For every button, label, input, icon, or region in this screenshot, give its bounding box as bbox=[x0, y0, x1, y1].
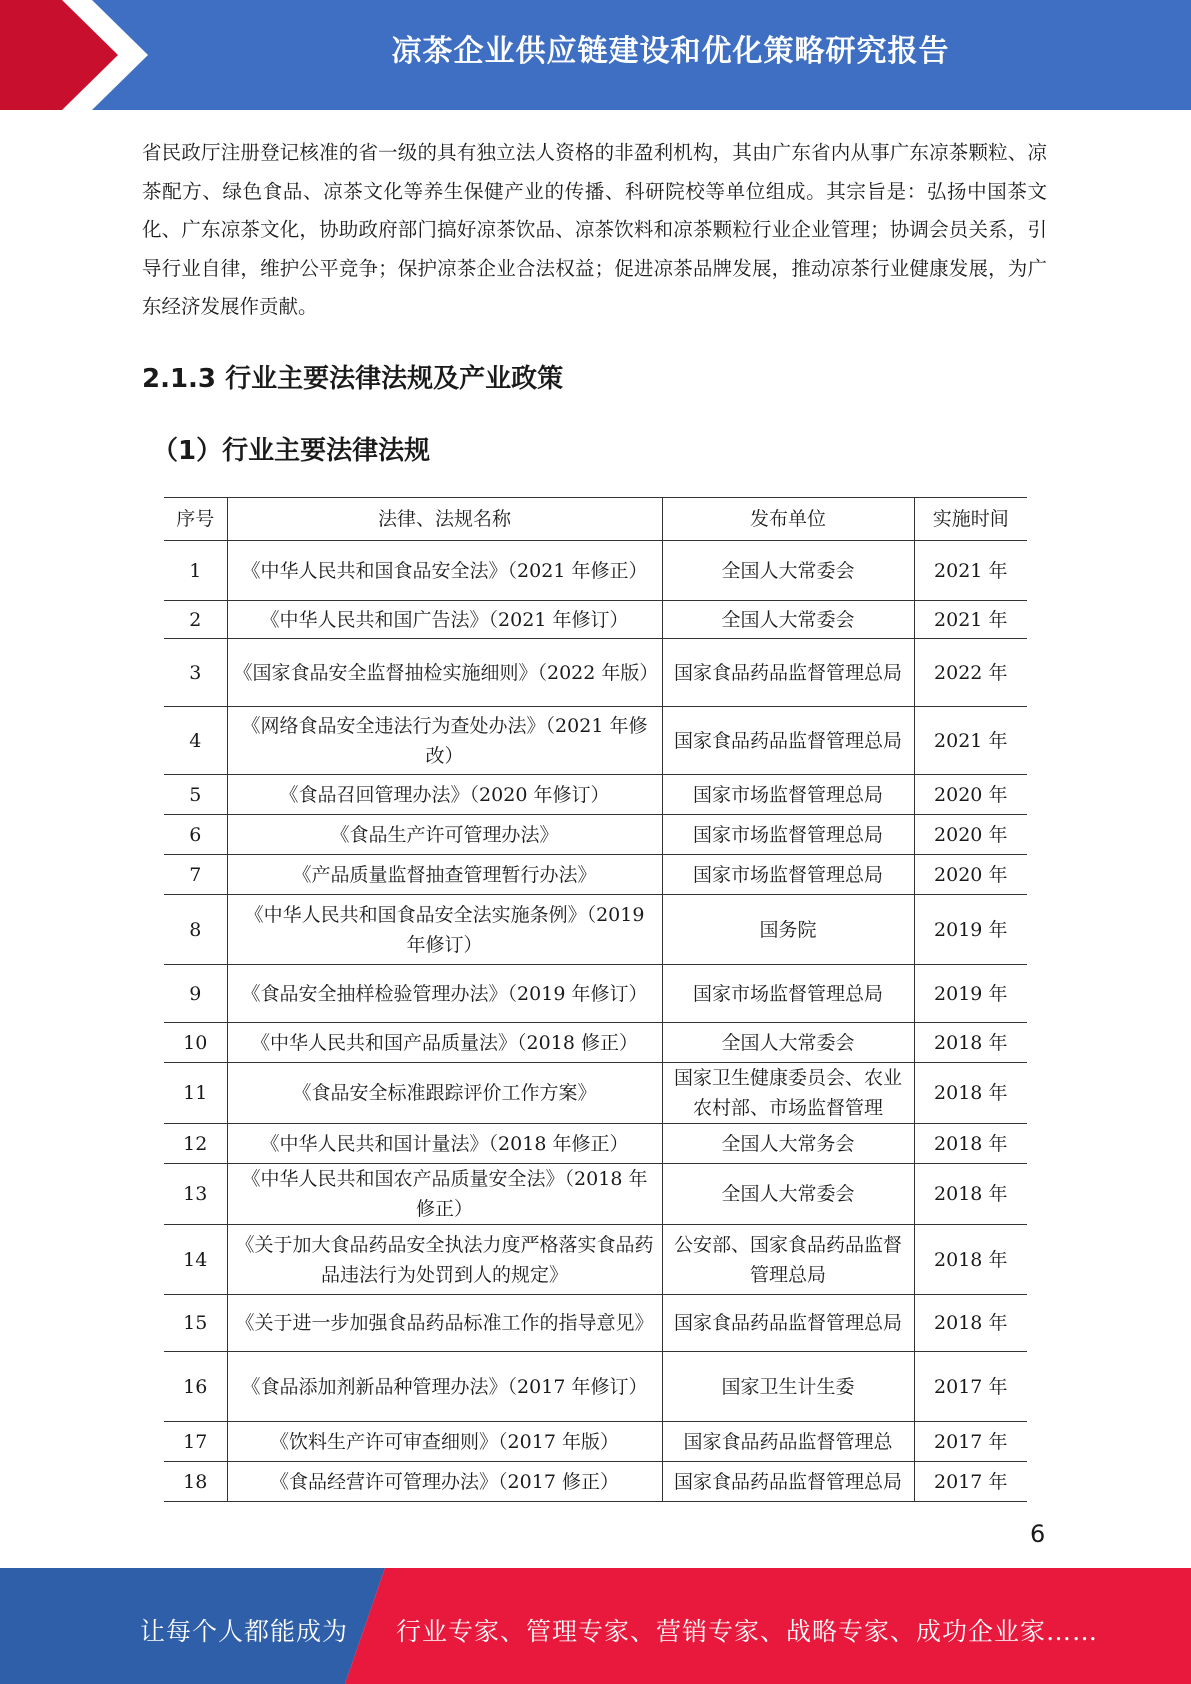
table-row bbox=[164, 1023, 1027, 1063]
publisher-cell: 全国人大常委会 bbox=[662, 601, 914, 639]
publisher-cell: 国家市场监督管理总局 bbox=[662, 775, 914, 815]
table-row bbox=[164, 707, 1027, 775]
table-row bbox=[164, 1124, 1027, 1164]
header-cell-date: 实施时间 bbox=[914, 498, 1027, 541]
publisher-cell: 全国人大常委会 bbox=[662, 1023, 914, 1063]
effective-date-cell: 2017 年 bbox=[914, 1422, 1027, 1462]
footer-band bbox=[0, 1568, 1191, 1684]
row-number-cell: 9 bbox=[164, 965, 227, 1023]
header-cell-no: 序号 bbox=[164, 498, 227, 541]
effective-date-cell: 2021 年 bbox=[914, 541, 1027, 601]
regulation-name-cell: 《中华人民共和国产品质量法》（2018 修正） bbox=[227, 1023, 662, 1063]
regulation-name-cell: 《关于进一步加强食品药品标准工作的指导意见》 bbox=[227, 1295, 662, 1352]
publisher-cell: 公安部、国家食品药品监督管理总局 bbox=[662, 1225, 914, 1295]
publisher-cell: 国家市场监督管理总局 bbox=[662, 855, 914, 895]
row-number-cell: 6 bbox=[164, 815, 227, 855]
row-number-cell: 10 bbox=[164, 1023, 227, 1063]
effective-date-cell: 2018 年 bbox=[914, 1023, 1027, 1063]
effective-date-cell: 2017 年 bbox=[914, 1462, 1027, 1502]
publisher-cell: 全国人大常委会 bbox=[662, 1164, 914, 1225]
subsection-heading: （1）行业主要法律法规 bbox=[152, 436, 431, 466]
section-heading: 2.1.3 行业主要法律法规及产业政策 bbox=[142, 364, 564, 394]
publisher-cell: 国家食品药品监督管理总局 bbox=[662, 639, 914, 707]
footer-slogan-left: 让每个人都能成为 bbox=[140, 1617, 349, 1646]
regulation-name-cell: 《关于加大食品药品安全执法力度严格落实食品药品违法行为处罚到人的规定》 bbox=[227, 1225, 662, 1295]
table-row bbox=[164, 1462, 1027, 1502]
document-title: 凉茶企业供应链建设和优化策略研究报告 bbox=[391, 34, 950, 69]
row-number-cell: 11 bbox=[164, 1063, 227, 1124]
row-number-cell: 16 bbox=[164, 1352, 227, 1422]
publisher-cell: 国家食品药品监督管理总局 bbox=[662, 1462, 914, 1502]
table-row bbox=[164, 895, 1027, 965]
regulation-name-cell: 《网络食品安全违法行为查处办法》（2021 年修改） bbox=[227, 707, 662, 775]
effective-date-cell: 2022 年 bbox=[914, 639, 1027, 707]
row-number-cell: 2 bbox=[164, 601, 227, 639]
table-row bbox=[164, 639, 1027, 707]
effective-date-cell: 2018 年 bbox=[914, 1295, 1027, 1352]
table-row bbox=[164, 855, 1027, 895]
row-number-cell: 1 bbox=[164, 541, 227, 601]
table-row bbox=[164, 541, 1027, 601]
header-band bbox=[0, 0, 1191, 110]
regulations-table bbox=[164, 497, 1027, 1502]
table-row bbox=[164, 965, 1027, 1023]
table-row bbox=[164, 815, 1027, 855]
publisher-cell: 全国人大常委会 bbox=[662, 541, 914, 601]
effective-date-cell: 2020 年 bbox=[914, 775, 1027, 815]
regulations-table-container bbox=[164, 497, 1027, 1502]
table-row bbox=[164, 1063, 1027, 1124]
effective-date-cell: 2017 年 bbox=[914, 1352, 1027, 1422]
footer-slogan-right: 行业专家、管理专家、营销专家、战略专家、成功企业家…… bbox=[396, 1617, 1099, 1646]
effective-date-cell: 2021 年 bbox=[914, 707, 1027, 775]
publisher-cell: 国家食品药品监督管理总局 bbox=[662, 1295, 914, 1352]
regulation-name-cell: 《中华人民共和国广告法》（2021 年修订） bbox=[227, 601, 662, 639]
header-cell-publisher: 发布单位 bbox=[662, 498, 914, 541]
publisher-cell: 国务院 bbox=[662, 895, 914, 965]
row-number-cell: 5 bbox=[164, 775, 227, 815]
publisher-cell: 国家卫生计生委 bbox=[662, 1352, 914, 1422]
publisher-cell: 国家市场监督管理总局 bbox=[662, 965, 914, 1023]
row-number-cell: 15 bbox=[164, 1295, 227, 1352]
publisher-cell: 国家卫生健康委员会、农业农村部、市场监督管理 bbox=[662, 1063, 914, 1124]
effective-date-cell: 2020 年 bbox=[914, 855, 1027, 895]
table-row bbox=[164, 1352, 1027, 1422]
publisher-cell: 国家食品药品监督管理总 bbox=[662, 1422, 914, 1462]
regulation-name-cell: 《食品经营许可管理办法》（2017 修正） bbox=[227, 1462, 662, 1502]
table-body bbox=[164, 541, 1027, 1502]
regulation-name-cell: 《食品添加剂新品种管理办法》（2017 年修订） bbox=[227, 1352, 662, 1422]
intro-paragraph: 省民政厅注册登记核准的省一级的具有独立法人资格的非盈利机构，其由广东省内从事广东凉茶颗粒、凉茶配方、绿色食品、凉茶文化等养生保健产业的传播、科研院校等单位组成。其宗旨是：弘扬中国茶文化、广东凉茶文化，协助政府部门搞好凉茶饮品、凉茶饮料和凉茶颗粒行业企业管理；协调会员关系，引导行业自律，维护公平竞争；保护凉茶企业合法权益；促进凉茶品牌发展，推动凉茶行业健康发展，为广东经济发展作贡献。 bbox=[142, 141, 1047, 318]
row-number-cell: 8 bbox=[164, 895, 227, 965]
table-header-row bbox=[164, 498, 1027, 541]
publisher-cell: 国家食品药品监督管理总局 bbox=[662, 707, 914, 775]
regulation-name-cell: 《饮料生产许可审查细则》（2017 年版） bbox=[227, 1422, 662, 1462]
effective-date-cell: 2018 年 bbox=[914, 1225, 1027, 1295]
chevron-arrow-icon bbox=[0, 0, 160, 110]
row-number-cell: 13 bbox=[164, 1164, 227, 1225]
effective-date-cell: 2018 年 bbox=[914, 1124, 1027, 1164]
regulation-name-cell: 《国家食品安全监督抽检实施细则》（2022 年版） bbox=[227, 639, 662, 707]
row-number-cell: 3 bbox=[164, 639, 227, 707]
effective-date-cell: 2021 年 bbox=[914, 601, 1027, 639]
row-number-cell: 14 bbox=[164, 1225, 227, 1295]
regulation-name-cell: 《食品生产许可管理办法》 bbox=[227, 815, 662, 855]
table-row bbox=[164, 1422, 1027, 1462]
publisher-cell: 国家市场监督管理总局 bbox=[662, 815, 914, 855]
effective-date-cell: 2019 年 bbox=[914, 895, 1027, 965]
page-number: 6 bbox=[1030, 1520, 1046, 1548]
row-number-cell: 17 bbox=[164, 1422, 227, 1462]
regulation-name-cell: 《中华人民共和国农产品质量安全法》（2018 年修正） bbox=[227, 1164, 662, 1225]
regulation-name-cell: 《中华人民共和国食品安全法实施条例》（2019 年修订） bbox=[227, 895, 662, 965]
table-row bbox=[164, 1225, 1027, 1295]
row-number-cell: 12 bbox=[164, 1124, 227, 1164]
table-row bbox=[164, 775, 1027, 815]
table-row bbox=[164, 1295, 1027, 1352]
row-number-cell: 4 bbox=[164, 707, 227, 775]
regulation-name-cell: 《食品安全标准跟踪评价工作方案》 bbox=[227, 1063, 662, 1124]
regulation-name-cell: 《产品质量监督抽查管理暂行办法》 bbox=[227, 855, 662, 895]
effective-date-cell: 2019 年 bbox=[914, 965, 1027, 1023]
row-number-cell: 7 bbox=[164, 855, 227, 895]
regulation-name-cell: 《食品安全抽样检验管理办法》（2019 年修订） bbox=[227, 965, 662, 1023]
table-row bbox=[164, 1164, 1027, 1225]
row-number-cell: 18 bbox=[164, 1462, 227, 1502]
publisher-cell: 全国人大常务会 bbox=[662, 1124, 914, 1164]
effective-date-cell: 2018 年 bbox=[914, 1063, 1027, 1124]
table-row bbox=[164, 601, 1027, 639]
effective-date-cell: 2018 年 bbox=[914, 1164, 1027, 1225]
regulation-name-cell: 《中华人民共和国计量法》（2018 年修正） bbox=[227, 1124, 662, 1164]
regulation-name-cell: 《食品召回管理办法》（2020 年修订） bbox=[227, 775, 662, 815]
header-cell-name: 法律、法规名称 bbox=[227, 498, 662, 541]
effective-date-cell: 2020 年 bbox=[914, 815, 1027, 855]
regulation-name-cell: 《中华人民共和国食品安全法》（2021 年修正） bbox=[227, 541, 662, 601]
